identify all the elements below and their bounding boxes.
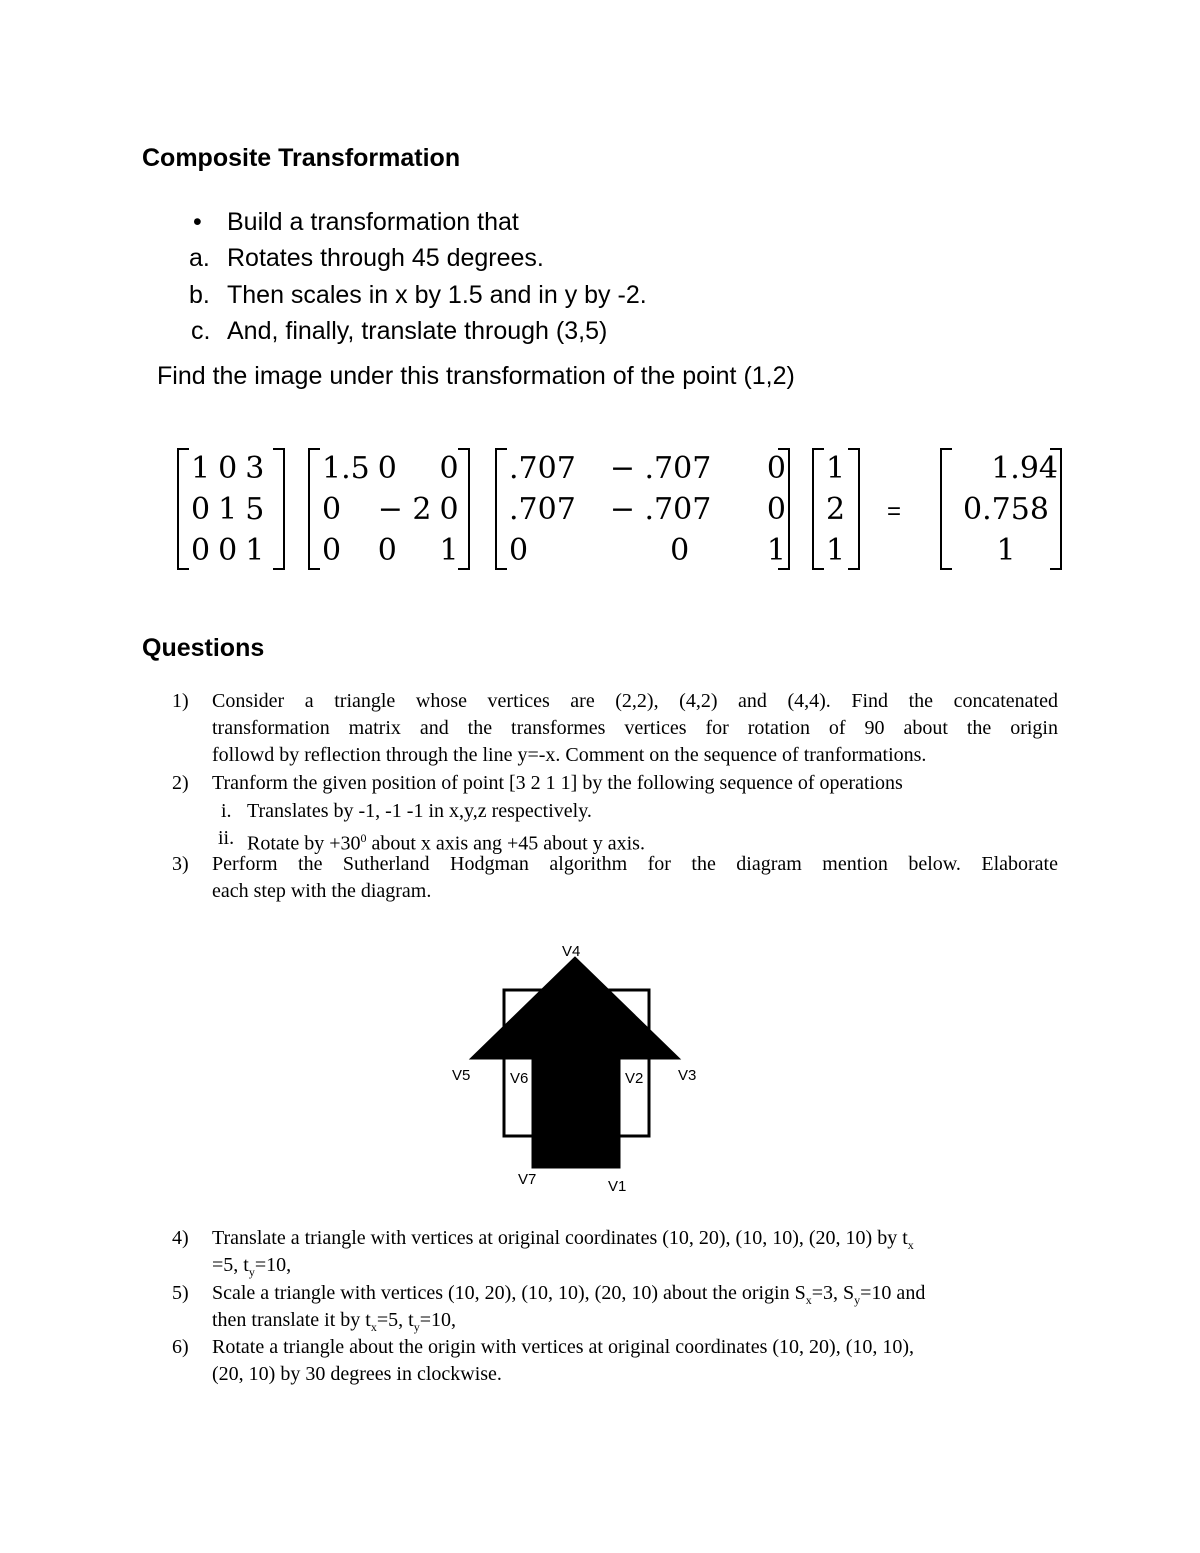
question-text: Scale a triangle with vertices (10, 20), (10, 10), (20, 10) about the origin $S_x=3$, $S_y=10$ and	[212, 1282, 926, 1307]
polygon-clipping-diagram	[440, 935, 720, 1200]
sub-item-text: Translates by -1, -1 -1 in x,y,z respectively.	[247, 800, 592, 822]
question-text: Perform the Sutherland Hodgman algorithm for the diagram mention below. Elaborate each step with the diagram.	[212, 853, 1058, 902]
rotation-matrix: .707 − .707 0 .707 − .707 0 0 0 1	[495, 440, 790, 572]
question-number: 3)	[172, 853, 189, 875]
sub-item-marker: i.	[221, 800, 232, 822]
point-vector: 1 2 1	[812, 440, 860, 572]
question-number: 6)	[172, 1336, 189, 1358]
sub-item-text: Rotate by $+30^0$ about x axis ang +45 about y axis.	[247, 831, 645, 855]
vertex-label-v1: V1	[608, 1178, 627, 1195]
section-title-questions: Questions	[142, 634, 265, 662]
diagram-svg	[440, 935, 720, 1200]
question-text-line2: =5, $t_y=10$,	[212, 1254, 292, 1279]
sub-item-marker: ii.	[218, 827, 235, 849]
question-text-line2: (20, 10) by 30 degrees in clockwise.	[212, 1363, 502, 1385]
question-number: 2)	[172, 772, 189, 794]
find-image-text: Find the image under this transformation of the point (1,2)	[157, 362, 795, 390]
section-title-composite: Composite Transformation	[142, 144, 461, 172]
question-text: Translate a triangle with vertices at original coordinates (10, 20), (10, 10), (20, 10) by $t_x$	[212, 1227, 914, 1252]
vertex-label-v3: V3	[678, 1067, 697, 1084]
list-item-text: Build a transformation that	[227, 208, 519, 236]
translation-matrix: 1 0 3 0 1 5 0 0 1	[177, 440, 285, 572]
vertex-label-v7: V7	[518, 1171, 537, 1188]
matrix-equation	[0, 440, 1200, 590]
list-item-text: Then scales in x by 1.5 and in y by -2.	[227, 281, 647, 309]
list-item-text: And, finally, translate through (3,5)	[227, 317, 608, 345]
scale-matrix: 1.5 0 0 0 − 2 0 0 0 1	[308, 440, 470, 572]
list-marker: b.	[189, 281, 210, 309]
vertex-label-v4: V4	[562, 943, 581, 960]
question-text: Tranform the given position of point [3 2 1 1] by the following sequence of operations	[212, 772, 903, 794]
list-marker: a.	[189, 244, 210, 272]
vertex-label-v5: V5	[452, 1067, 471, 1084]
question-number: 5)	[172, 1282, 189, 1304]
list-item-text: Rotates through 45 degrees.	[227, 244, 544, 272]
list-marker: c.	[191, 317, 211, 345]
result-vector: 1.94 0.758 1	[940, 440, 1062, 572]
vertex-label-v2: V2	[625, 1070, 644, 1087]
equals-sign: =	[887, 498, 902, 525]
vertex-label-v6: V6	[510, 1070, 529, 1087]
question-text: Consider a triangle whose vertices are (2,2), (4,2) and (4,4). Find the concatenated transformation matrix and the transformes vertices for rotation of 90 about the origin followd by reflection through the line y=-x. Comment on the sequence of tranformations.	[212, 690, 1058, 766]
question-text-line2: then translate it by $t_x=5$, $t_y=10$,	[212, 1309, 456, 1334]
question-number: 1)	[172, 690, 189, 712]
question-text: Rotate a triangle about the origin with vertices at original coordinates (10, 20), (10, 10),	[212, 1336, 915, 1358]
bullet-marker: •	[193, 208, 202, 236]
question-number: 4)	[172, 1227, 189, 1249]
